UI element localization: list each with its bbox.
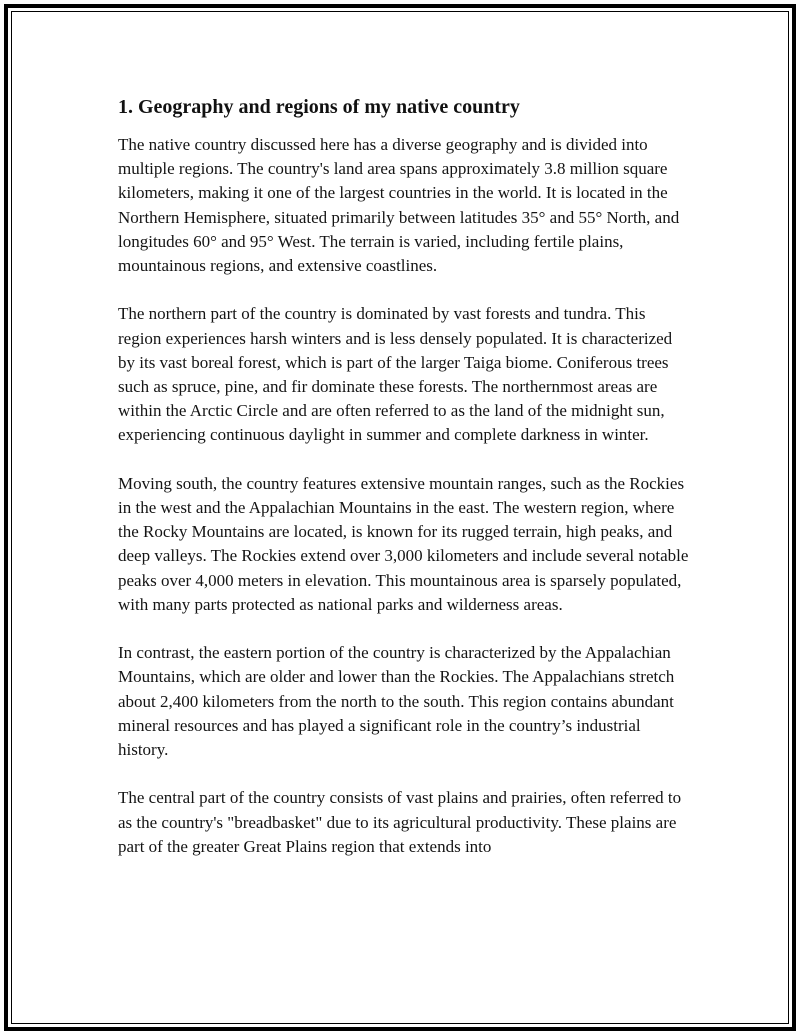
paragraph-east: In contrast, the eastern portion of the country is characterized by the Appalachian Mountains, which are older and lower than the Rockies. The Appalachians stretch about 2,400 kilometers from the north to the south. This region contains abundant mineral resources and has played a significant role in the country’s industrial history.	[118, 643, 675, 760]
document-body	[118, 93, 690, 883]
paragraph-overview: The native country discussed here has a diverse geography and is divided into multiple regions. The country's land area spans approximately 3.8 million square kilometers, making it one of the largest countries in the world. It is located in the Northern Hemisphere, situated primarily between latitudes 35° and 55° North, and longitudes 60° and 95° West. The terrain is varied, including fertile plains, mountainous regions, and extensive coastlines.	[118, 135, 680, 276]
paragraph-central: The central part of the country consists of vast plains and prairies, often referred to as the country's "breadbasket" due to its agricultural productivity. These plains are part of the greater Great Plains region that extends into	[118, 788, 682, 856]
paragraph-north: The northern part of the country is dominated by vast forests and tundra. This region experiences harsh winters and is less densely populated. It is characterized by its vast boreal forest, which is part of the larger Taiga biome. Coniferous trees such as spruce, pine, and fir dominate these forests. The northernmost areas are within the Arctic Circle and are often referred to as the land of the midnight sun, experiencing continuous daylight in summer and complete darkness in winter.	[118, 304, 673, 445]
paragraph-mountains: Moving south, the country features extensive mountain ranges, such as the Rockies in the west and the Appalachian Mountains in the east. The western region, where the Rocky Mountains are located, is known for its rugged terrain, high peaks, and deep valleys. The Rockies extend over 3,000 kilometers and include several notable peaks over 4,000 meters in elevation. This mountainous area is sparsely populated, with many parts protected as national parks and wilderness areas.	[118, 473, 689, 614]
section-title: 1. Geography and regions of my native country	[118, 96, 520, 118]
